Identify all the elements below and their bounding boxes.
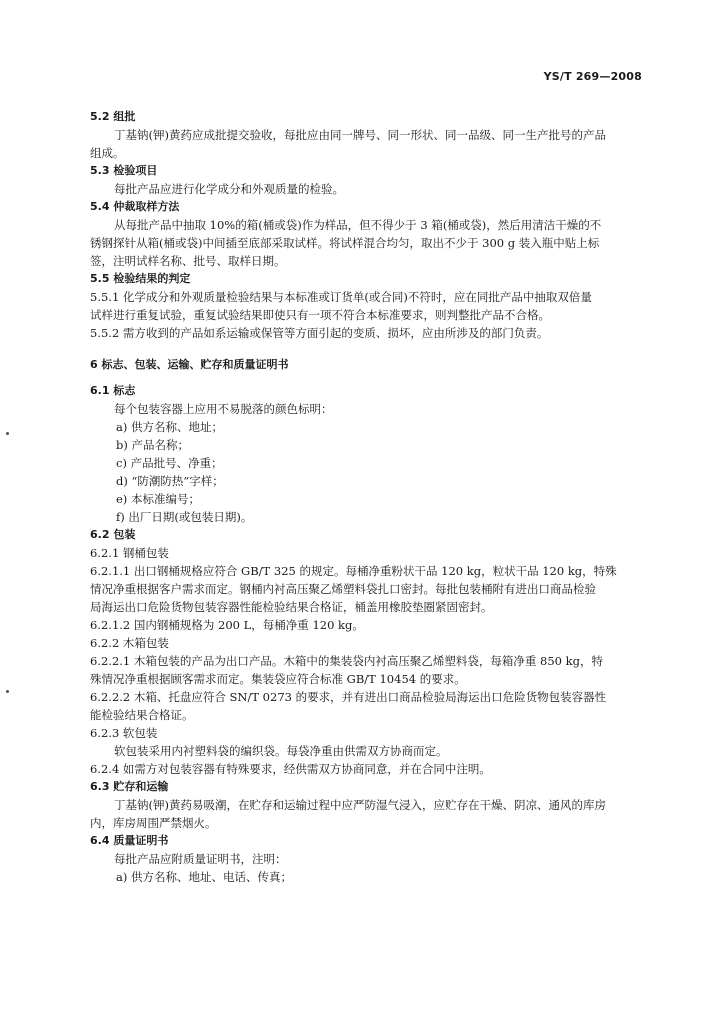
section-heading: 6 标志、包装、运输、贮存和质量证明书 [90,358,289,371]
paragraph-line: 局海运出口危险货物包装容器性能检验结果合格证，桶盖用橡胶垫圈紧固密封。 [90,600,493,614]
paragraph-line: 能检验结果合格证。 [90,708,194,722]
paragraph-line: 殊情况净重根据顾客需求而定。集装袋应符合标准 GB/T 10454 的要求。 [90,672,466,686]
paragraph-line: 情况净重根据客户需求而定。钢桶内衬高压聚乙烯塑料袋扎口密封。每批包装桶附有进出口商品检验 [90,582,596,596]
list-item: b) 产品名称； [116,438,190,452]
paragraph-line: 5.5.1 化学成分和外观质量检验结果与本标准或订货单(或合同)不符时，应在同批产品中抽取双倍量 [90,290,592,304]
paragraph-line: 6.2.1 钢桶包装 [90,546,169,560]
paragraph-line: 签，注明试样名称、批号、取样日期。 [90,254,286,268]
paragraph-line: 6.2.2.2 木箱、托盘应符合 SN/T 0273 的要求，并有进出口商品检验局海运出口危险货物包装容器性 [90,690,607,704]
paragraph-line: 6.2.1.1 出口钢桶规格应符合 GB/T 325 的规定。每桶净重粉状干品 120 kg，粒状干品 120 kg，特殊 [90,564,617,578]
list-item: c) 产品批号、净重； [116,456,223,470]
list-item: a) 供方名称、地址、电话、传真； [116,870,292,884]
paragraph-line: 组成。 [90,146,125,160]
section-heading: 6.3 贮存和运输 [90,780,169,793]
spacer [90,342,650,356]
paragraph-line: 丁基钠(钾)黄药易吸潮，在贮存和运输过程中应严防湿气浸入，应贮存在干燥、阴凉、通风的库房 [114,798,606,812]
paragraph-line: 试样进行重复试验，重复试验结果即使只有一项不符合本标准要求，则判整批产品不合格。 [90,308,550,322]
paragraph-line: 6.2.2.1 木箱包装的产品为出口产品。木箱中的集装袋内衬高压聚乙烯塑料袋，每箱净重 850 kg，特 [90,654,603,668]
document-body [90,108,650,886]
paragraph-line: 6.2.2 木箱包装 [90,636,169,650]
section-heading: 6.2 包装 [90,528,136,541]
paragraph-line: 6.2.3 软包装 [90,726,158,740]
list-item: d) “防潮防热”字样； [116,474,224,488]
binding-mark [6,432,9,435]
paragraph-line: 6.2.4 如需方对包装容器有特殊要求，经供需双方协商同意，并在合同中注明。 [90,762,491,776]
section-heading: 5.3 检验项目 [90,164,158,177]
paragraph-line: 6.2.1.2 国内钢桶规格为 200 L，每桶净重 120 kg。 [90,618,364,632]
section-heading: 6.1 标志 [90,384,136,397]
list-item: a) 供方名称、地址； [116,420,223,434]
paragraph-line: 锈钢探针从箱(桶或袋)中间插至底部采取试样。将试样混合均匀，取出不少于 300 g 装入瓶中贴上标 [90,236,600,250]
standard-code: YS/T 269—2008 [543,70,642,83]
spacer [90,374,650,382]
paragraph-line: 从每批产品中抽取 10%的箱(桶或袋)作为样品，但不得少于 3 箱(桶或袋)，然后用清洁干燥的不 [114,218,602,232]
paragraph-line: 5.5.2 需方收到的产品如系运输或保管等方面引起的变质、损坏，应由所涉及的部门负责。 [90,326,549,340]
section-heading: 6.4 质量证明书 [90,834,169,847]
section-heading: 5.2 组批 [90,110,136,123]
section-heading: 5.4 仲裁取样方法 [90,200,180,213]
paragraph-line: 每批产品应附质量证明书，注明： [114,852,287,866]
list-item: e) 本标准编号； [116,492,200,506]
paragraph-line: 每个包装容器上应用不易脱落的颜色标明： [114,402,333,416]
binding-mark [6,690,9,693]
list-item: f) 出厂日期(或包装日期)。 [116,510,253,524]
paragraph-line: 软包装采用内衬塑料袋的编织袋。每袋净重由供需双方协商而定。 [114,744,448,758]
paragraph-line: 每批产品应进行化学成分和外观质量的检验。 [114,182,344,196]
paragraph-line: 丁基钠(钾)黄药应成批提交验收，每批应由同一牌号、同一形状、同一品级、同一生产批号的产品 [114,128,606,142]
section-heading: 5.5 检验结果的判定 [90,272,191,285]
paragraph-line: 内，库房周围严禁烟火。 [90,816,217,830]
